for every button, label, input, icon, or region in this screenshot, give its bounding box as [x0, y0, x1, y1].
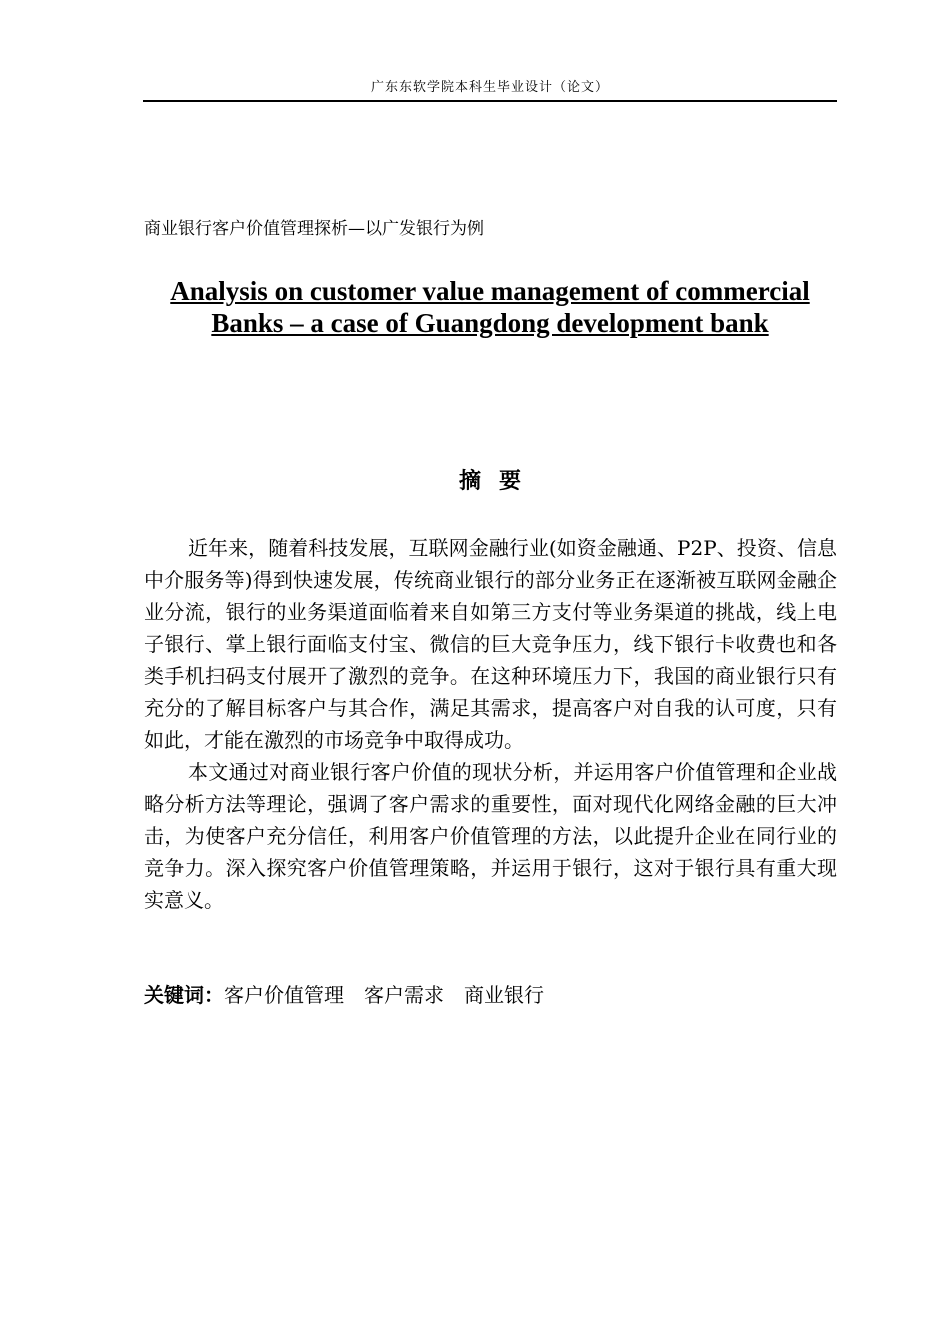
keyword: 客户价值管理 — [224, 983, 344, 1007]
abstract-paragraph: 本文通过对商业银行客户价值的现状分析，并运用客户价值管理和企业战略分析方法等理论，强调了客户需求的重要性，面对现代化网络金融的巨大冲击，为使客户充分信任，利用客户价值管理的方法，以此提升企业在同行业的竞争力。深入探究客户价值管理策略，并运用于银行，这对于银行具有重大现实意义。 — [144, 760, 837, 912]
page-header: 广东东软学院本科生毕业设计（论文） — [370, 80, 609, 95]
keyword: 商业银行 — [464, 983, 544, 1007]
keyword: 客户需求 — [364, 983, 444, 1007]
chinese-title: 商业银行客户价值管理探析—以广发银行为例 — [144, 219, 484, 239]
keywords-line — [144, 979, 564, 1011]
abstract-heading: 摘要 — [458, 469, 539, 494]
keywords-label: 关键词： — [144, 983, 224, 1007]
english-title: Analysis on customer value management of commercial Banks – a case of Guangdong development bank — [170, 276, 810, 338]
abstract-paragraph: 近年来，随着科技发展，互联网金融行业(如资金融通、P2P、投资、信息中介服务等)得到快速发展，传统商业银行的部分业务正在逐渐被互联网金融企业分流，银行的业务渠道面临着来自如第三方支付等业务渠道的挑战，线上电子银行、掌上银行面临支付宝、微信的巨大竞争压力，线下银行卡收费也和各类手机扫码支付展开了激烈的竞争。在这种环境压力下，我国的商业银行只有充分的了解目标客户与其合作，满足其需求，提高客户对自我的认可度，只有如此，才能在激烈的市场竞争中取得成功。 — [144, 536, 837, 752]
header-divider — [143, 100, 837, 102]
abstract-body — [144, 532, 837, 916]
